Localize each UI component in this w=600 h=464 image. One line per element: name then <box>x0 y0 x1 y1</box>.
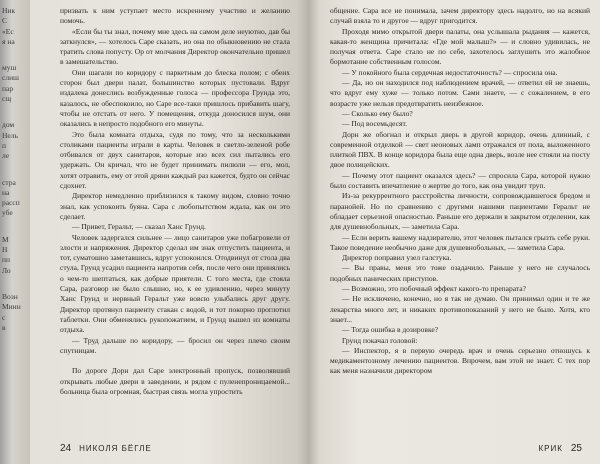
background-fragment: на <box>2 187 10 197</box>
paragraph: — Труд дальше по коридору, — бросил он через плечо своим спутницам. <box>60 335 290 355</box>
paragraph: общение. Сара все не понимала, зачем директору здесь надолго, но на всякий случай взяла то и другое — вдруг пригодится. <box>330 6 590 26</box>
paragraph: призвать к ним уступает место искреннему участию и желанию помочь. <box>60 6 290 26</box>
background-fragment: пар <box>2 83 14 93</box>
paragraph: — Если верить вашему надзирателю, этот человек пытался грызть себе руки. Такое поведение необычно даже для душевнобольных, — заметила Сара. <box>330 232 590 252</box>
paragraph: — Почему этот пациент оказался здесь? — спросила Сара, которой нужно было составить впечатление о жертве до того, как она увидит труп. <box>330 170 590 191</box>
background-fragment: муш <box>2 63 17 73</box>
paragraph: — Инспектор, я в первую очередь врач и очень серьезно отношусь к медикаментозному лечению пациентов. Впрочем, вам этой не знает. С тех пор как меня назначили директором <box>330 345 590 376</box>
background-fragment: сщ <box>2 94 12 104</box>
paragraph: — Сколько ему было? <box>342 108 413 118</box>
background-book-edge <box>0 0 30 464</box>
background-fragment: стра <box>2 177 16 187</box>
running-head-title: КРИК <box>538 444 563 453</box>
background-fragment: «Ес <box>2 26 14 36</box>
left-page <box>30 0 308 464</box>
paragraph: — Под восемьдесят. <box>342 119 408 129</box>
background-fragment: Ло <box>2 265 11 275</box>
paragraph: — Возможно, это побочный эффект какого-то препарата? <box>342 284 526 294</box>
right-page-footer <box>538 443 582 454</box>
paragraph: — У покойного была сердечная недостаточность? — спросила она. <box>342 67 558 77</box>
paragraph: Из-за рекуррентного расстройства личности, сопровождавшегося бредом и паранойей. Но по сравнению с другими нашими пациентами Геральт не обладает серьезной опасностью. Раньше его держали в закрытом отделении, как для душевнобольных, — заметила Сара. <box>330 191 590 232</box>
paragraph: — Да, но он находился под наблюдением врачей, — ответил ей не знаешь, что вдруг ему хуже — только потом. Сами знаете, — с сожалением, в его возрасте уже нельзя предотвратить неизбежное. <box>330 78 590 108</box>
paragraph: Это была комната отдыха, судя по тому, что за несколькими столиками пациенты играли в карты. Человек в светло-зеленой робе отбивался от двух санитаров, которые изо всех сил пытались его удержать. Он кричал, что не будет принимать пилюли — его, мол, хотят отравить, ему от этой дряни каждый раз кажется, будто он сейчас сдохнет. <box>60 129 290 191</box>
background-fragment: убе <box>2 208 13 218</box>
running-head-author: НИКОЛЯ БЁГЛЕ <box>79 444 152 453</box>
paragraph: Директор немедленно приблизился к такому видом, словно точно знал, как успокоить буяна. Сара с любопытством ждала, как он это сделает. <box>60 191 290 221</box>
paragraph: Дорн же обогнал и открыл дверь в другой коридор, очень длинный, с современной отделкой — свет неоновых ламп отражался от пола, выложенного плиткой ПВХ. В конце коридора была еще одна дверь, возле нее стояли на посту двое полицейских. <box>330 129 590 170</box>
background-book-text <box>2 6 28 349</box>
background-fragment: рассп <box>2 198 20 208</box>
background-fragment: слиш <box>2 73 19 83</box>
paragraph: «Если бы ты знал, почему мне здесь на самом деле неуютно, дав бы заткнулся», — хотелось Саре сказать, но она по обыкновению не стала тратить слова попусту. Ор от молчания Директор окончательно пришел в замешательство. <box>60 26 290 67</box>
background-fragment: с <box>2 312 6 322</box>
paragraph: — Вы правы, меня это тоже озадачило. Раньше у него не случалось подобных панических приступов. <box>330 263 590 283</box>
background-fragment: пп <box>2 255 11 265</box>
background-fragment: Ник <box>2 6 16 15</box>
left-page-footer <box>60 443 152 454</box>
background-fragment: Минн <box>2 302 21 312</box>
paragraph: Директор поправил узел галстука. <box>342 253 452 263</box>
page-number-right: 25 <box>570 443 582 454</box>
background-fragment: Нель <box>2 130 18 140</box>
paragraph: По дороге Дорн дал Саре электронный пропуск, позволявший открывать любые двери в заведении, и рядом с пуленепроницаемой... больница была огромная, быстрая связь могла упростить <box>60 366 290 396</box>
paragraph: — Тогда ошибка в дозировке? <box>342 325 439 335</box>
background-fragment: Возн <box>2 291 18 301</box>
left-page-text <box>60 6 290 397</box>
background-fragment: С <box>2 16 8 26</box>
background-fragment: ле <box>2 151 10 161</box>
right-page-text <box>330 6 590 377</box>
paragraph: Грунд покачал головой: <box>342 335 418 345</box>
paragraph: Проходя мимо открытой двери палаты, она услышала рыдания — кажется, какая-то женщина причитала: «Где мой малыш?» — и словно удивилась, не получая ответа. Саре стало не по себе, захотелось заглушить это жалобное бормотание собственным голосом. <box>330 26 590 67</box>
paragraph: — Привет, Геральт, — сказал Ханс Грунд. <box>72 222 206 232</box>
background-fragment: п <box>2 140 7 150</box>
background-fragment: я на <box>2 36 15 46</box>
background-fragment: Н <box>2 245 8 255</box>
paragraph: Человек задергался сильнее — лицо санитаров уже побагровели от злости и напряжения. Директор сделал им знак отпустить пациента, и тот, суматошно заметавшись, вдруг успокоился. Отодвинул от стола два стула, Грунд усадил пациента напротив себя, после чего они принялись о чем-то шептаться, как добрые приятели. С того места, где стояла Сара, разговор не было слышно, но, к ее удивлению, через минуту Ханс Грунд и нервный Геральт уже вовсю улыбались друг другу. Директор протянул пациенту стакан с водой, и тот покорно проглотил таблетки. Они обменялись рукопожатием, и Грунд вышел из комнаты отдыха. <box>60 232 290 335</box>
paragraph: Они шагали по коридору с паркетным до блеска полом; с обеих сторон был двери палат, большинство которых пустовали. Вдруг издалека донеслись возбужденные голоса — профессора Грунда это, казалось, не обеспокоило, но Саре все-таки пришлось прибавить шагу, чтобы не отстать от него. У помещения, откуда доносился шум, они оказались в непросто подобного его минуты. <box>60 67 290 129</box>
right-page <box>308 0 600 464</box>
background-fragment: дом <box>2 120 15 130</box>
background-fragment: в <box>2 322 6 332</box>
background-fragment: М <box>2 234 9 244</box>
page-number-left: 24 <box>60 443 72 454</box>
paragraph: — Не исключено, конечно, но я так не думаю. Он принимал один и те же лекарства много лет, и никаких противопоказаний у него не было. Хотя, кто знает... <box>330 294 590 324</box>
